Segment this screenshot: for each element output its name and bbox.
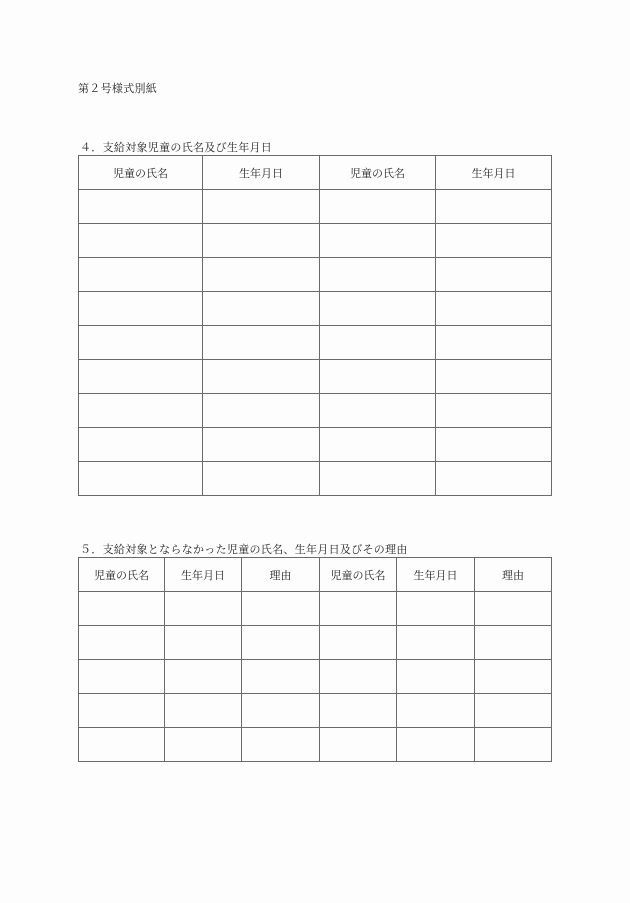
entry-cell[interactable] [203,428,320,462]
table-row [79,292,552,326]
entry-cell[interactable] [436,360,552,394]
entry-cell[interactable] [165,660,242,694]
entry-cell[interactable] [203,190,320,224]
section-4-title: ４．支給対象児童の氏名及び生年月日 [80,141,273,154]
entry-cell[interactable] [203,224,320,258]
entry-cell[interactable] [165,592,242,626]
entry-cell[interactable] [203,394,320,428]
entry-cell[interactable] [320,258,436,292]
entry-cell[interactable] [397,660,475,694]
header-reason: 理由 [475,558,552,592]
entry-cell[interactable] [79,462,203,496]
entry-cell[interactable] [436,258,552,292]
table-row [79,626,552,660]
header-child-name: 児童の氏名 [79,558,165,592]
entry-cell[interactable] [397,592,475,626]
table-header-row [79,558,552,592]
entry-cell[interactable] [475,728,552,762]
entry-cell[interactable] [475,626,552,660]
header-birth-date: 生年月日 [436,156,552,190]
table-row [79,592,552,626]
table-header-row [79,156,552,190]
entry-cell[interactable] [475,694,552,728]
table-row [79,728,552,762]
table-row [79,694,552,728]
header-child-name: 児童の氏名 [320,558,397,592]
header-birth-date: 生年月日 [165,558,242,592]
entry-cell[interactable] [320,292,436,326]
entry-cell[interactable] [79,728,165,762]
entry-cell[interactable] [79,190,203,224]
entry-cell[interactable] [436,462,552,496]
entry-cell[interactable] [320,190,436,224]
entry-cell[interactable] [320,626,397,660]
entry-cell[interactable] [320,360,436,394]
header-child-name: 児童の氏名 [320,156,436,190]
entry-cell[interactable] [320,592,397,626]
entry-cell[interactable] [79,224,203,258]
entry-cell[interactable] [397,626,475,660]
entry-cell[interactable] [165,626,242,660]
entry-cell[interactable] [397,694,475,728]
entry-cell[interactable] [320,462,436,496]
entry-cell[interactable] [320,224,436,258]
entry-cell[interactable] [436,224,552,258]
entry-cell[interactable] [203,360,320,394]
entry-cell[interactable] [320,660,397,694]
table-row [79,394,552,428]
table-row [79,428,552,462]
entry-cell[interactable] [79,326,203,360]
entry-cell[interactable] [79,626,165,660]
header-reason: 理由 [242,558,320,592]
table-body [79,190,552,496]
entry-cell[interactable] [320,428,436,462]
entry-cell[interactable] [242,660,320,694]
entry-cell[interactable] [242,728,320,762]
entry-cell[interactable] [242,592,320,626]
entry-cell[interactable] [320,394,436,428]
header-birth-date: 生年月日 [203,156,320,190]
entry-cell[interactable] [79,258,203,292]
header-child-name: 児童の氏名 [79,156,203,190]
entry-cell[interactable] [79,292,203,326]
entry-cell[interactable] [165,694,242,728]
entry-cell[interactable] [475,660,552,694]
entry-cell[interactable] [320,728,397,762]
entry-cell[interactable] [475,592,552,626]
entry-cell[interactable] [242,694,320,728]
entry-cell[interactable] [79,694,165,728]
table-row [79,190,552,224]
entry-cell[interactable] [203,462,320,496]
form-label: 第２号様式別紙 [78,82,158,95]
entry-cell[interactable] [320,326,436,360]
header-birth-date: 生年月日 [397,558,475,592]
table-row [79,258,552,292]
ineligible-children-table [78,557,552,762]
table-row [79,224,552,258]
section-5-title: ５．支給対象とならなかった児童の氏名、生年月日及びその理由 [80,543,408,556]
entry-cell[interactable] [79,360,203,394]
entry-cell[interactable] [242,626,320,660]
entry-cell[interactable] [436,428,552,462]
entry-cell[interactable] [203,326,320,360]
entry-cell[interactable] [165,728,242,762]
table-row [79,660,552,694]
entry-cell[interactable] [397,728,475,762]
entry-cell[interactable] [79,394,203,428]
entry-cell[interactable] [436,292,552,326]
table-body [79,592,552,762]
entry-cell[interactable] [436,326,552,360]
entry-cell[interactable] [436,190,552,224]
table-row [79,462,552,496]
entry-cell[interactable] [79,428,203,462]
entry-cell[interactable] [79,660,165,694]
entry-cell[interactable] [79,592,165,626]
entry-cell[interactable] [203,258,320,292]
entry-cell[interactable] [203,292,320,326]
entry-cell[interactable] [320,694,397,728]
table-row [79,326,552,360]
table-row [79,360,552,394]
entry-cell[interactable] [436,394,552,428]
eligible-children-table [78,155,552,496]
